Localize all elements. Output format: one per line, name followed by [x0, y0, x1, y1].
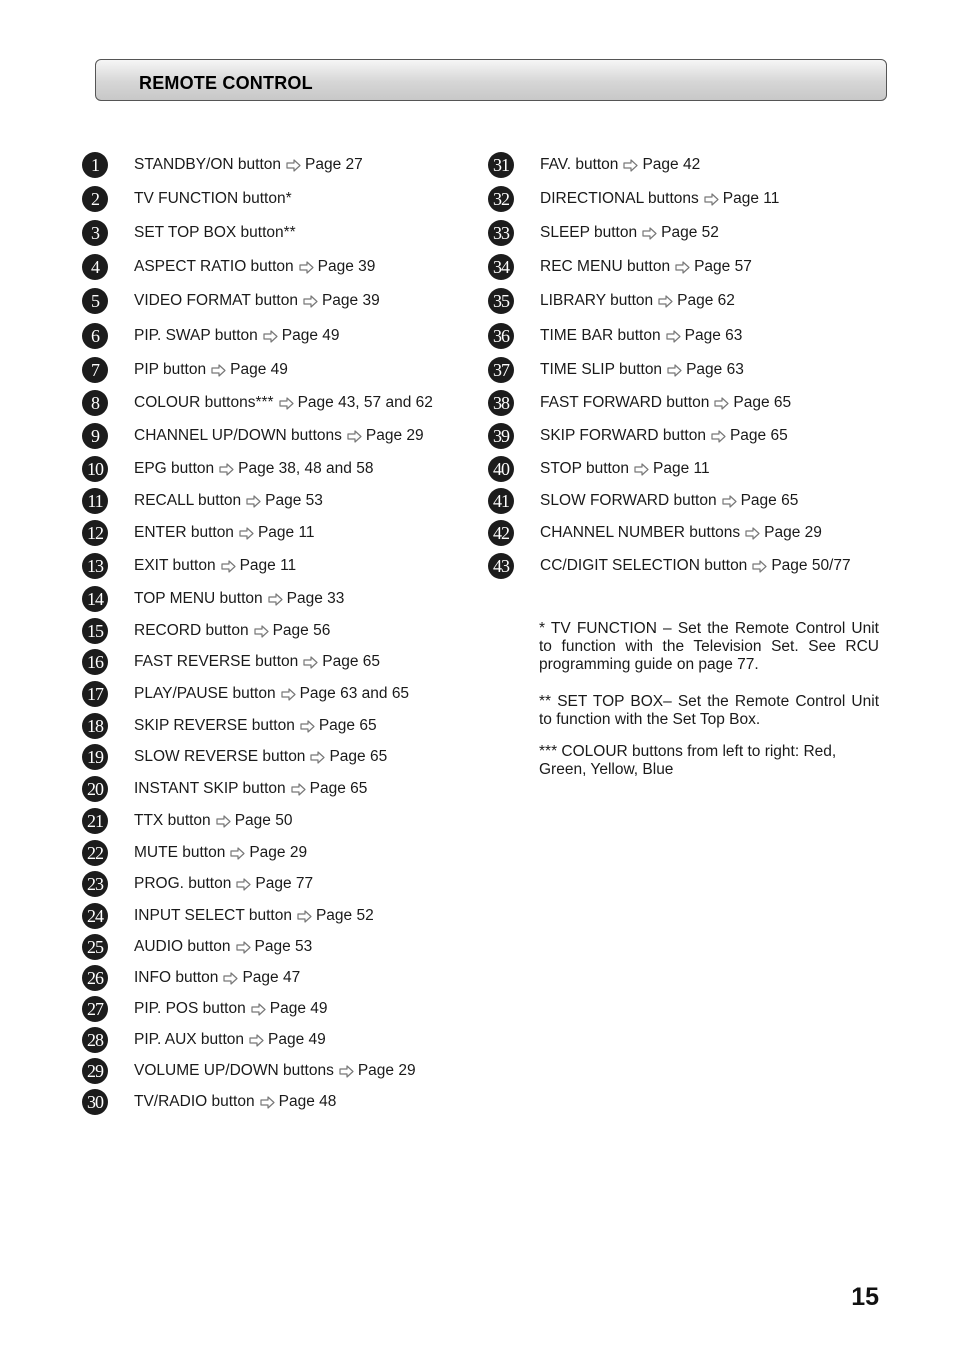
item-number-badge: 13: [82, 553, 108, 579]
arrow-right-icon: [667, 364, 682, 377]
item-name: INPUT SELECT button: [134, 907, 292, 924]
list-item: [488, 151, 700, 179]
item-label: [134, 156, 363, 174]
item-label: [134, 292, 380, 310]
item-label: [134, 1000, 327, 1018]
arrow-right-icon: [303, 295, 318, 308]
section-title: REMOTE CONTROL: [139, 73, 313, 93]
item-name: TV FUNCTION button*: [134, 190, 292, 207]
item-number-badge: 32: [488, 186, 514, 212]
list-item: [82, 487, 323, 515]
item-name: COLOUR buttons***: [134, 394, 274, 411]
item-number-badge: 20: [82, 776, 108, 802]
item-number-badge: 22: [82, 840, 108, 866]
item-page-ref: Page 77: [255, 875, 314, 892]
arrow-right-icon: [299, 261, 314, 274]
list-item: [82, 648, 380, 676]
list-item: [82, 933, 312, 961]
arrow-right-icon: [239, 527, 254, 540]
item-number-badge: 41: [488, 488, 514, 514]
item-number-badge: 36: [488, 323, 514, 349]
item-number-badge: 38: [488, 390, 514, 416]
list-item: [82, 902, 374, 930]
arrow-right-icon: [219, 463, 234, 476]
item-page-ref: Page 11: [257, 524, 315, 541]
item-name: SET TOP BOX button**: [134, 224, 296, 241]
item-page-ref: Page 49: [268, 1031, 326, 1048]
item-number-badge: 5: [82, 288, 108, 314]
arrow-right-icon: [642, 227, 657, 240]
list-item: [82, 1057, 416, 1085]
item-name: MUTE button: [134, 844, 226, 861]
arrow-right-icon: [658, 295, 673, 308]
item-name: TIME BAR button: [540, 327, 661, 344]
arrow-right-icon: [704, 193, 719, 206]
arrow-right-icon: [339, 1065, 354, 1078]
arrow-right-icon: [752, 560, 767, 573]
arrow-right-icon: [666, 330, 681, 343]
list-item: [82, 712, 377, 740]
item-number-badge: 2: [82, 186, 108, 212]
item-page-ref: Page 52: [661, 224, 719, 241]
item-label: [540, 427, 788, 445]
arrow-right-icon: [297, 910, 312, 923]
item-label: [134, 224, 296, 242]
item-number-badge: 39: [488, 423, 514, 449]
item-number-badge: 7: [82, 357, 108, 383]
item-label: [134, 717, 377, 735]
item-page-ref: Page 29: [764, 524, 822, 541]
item-label: [540, 361, 744, 379]
list-item: [82, 455, 373, 483]
item-label: [540, 224, 719, 242]
item-page-ref: Page 27: [305, 156, 363, 173]
list-item: [82, 356, 288, 384]
item-number-badge: 3: [82, 220, 108, 246]
note-set-top-box: ** SET TOP BOX– Set the Remote Control Unit to function with the Set Top Box.: [539, 693, 879, 728]
item-name: PLAY/PAUSE button: [134, 685, 276, 702]
item-name: FAV. button: [540, 156, 619, 173]
item-label: [134, 524, 315, 542]
item-label: [134, 653, 380, 671]
item-label: [134, 361, 288, 379]
item-number-badge: 6: [82, 323, 108, 349]
arrow-right-icon: [223, 972, 238, 985]
list-item: [82, 870, 313, 898]
item-page-ref: Page 29: [365, 427, 424, 444]
list-item: [82, 185, 292, 213]
list-item: [488, 185, 779, 213]
item-label: [540, 292, 735, 310]
item-page-ref: Page 65: [318, 717, 377, 734]
item-label: [134, 748, 387, 766]
item-page-ref: Page 39: [317, 258, 376, 275]
item-label: [134, 258, 375, 276]
item-page-ref: Page 53: [265, 492, 323, 509]
arrow-right-icon: [211, 364, 226, 377]
item-label: [134, 938, 312, 956]
arrow-right-icon: [634, 463, 649, 476]
arrow-right-icon: [291, 783, 306, 796]
item-name: VOLUME UP/DOWN buttons: [134, 1062, 334, 1079]
list-item: [82, 807, 292, 835]
item-page-ref: Page 52: [315, 907, 374, 924]
arrow-right-icon: [230, 847, 245, 860]
list-item: [82, 680, 409, 708]
item-name: PIP. SWAP button: [134, 327, 258, 344]
arrow-right-icon: [216, 815, 231, 828]
item-number-badge: 11: [82, 488, 108, 514]
item-number-badge: 37: [488, 357, 514, 383]
item-name: CC/DIGIT SELECTION button: [540, 557, 748, 574]
note-tv-function: * TV FUNCTION – Set the Remote Control Unit to function with the Television Set. See RCU programming guide on page 77.: [539, 620, 879, 673]
item-page-ref: Page 29: [249, 844, 308, 861]
item-label: [134, 875, 313, 893]
arrow-right-icon: [286, 159, 301, 172]
arrow-right-icon: [310, 751, 325, 764]
item-label: [134, 190, 292, 208]
list-item: [82, 995, 327, 1023]
arrow-right-icon: [623, 159, 638, 172]
item-number-badge: 35: [488, 288, 514, 314]
item-number-badge: 28: [82, 1027, 108, 1053]
item-page-ref: Page 65: [329, 748, 388, 765]
list-item: [82, 253, 375, 281]
item-name: PIP. AUX button: [134, 1031, 245, 1048]
list-item: [82, 1026, 326, 1054]
item-name: REC MENU button: [540, 258, 671, 275]
arrow-right-icon: [347, 430, 362, 443]
arrow-right-icon: [263, 330, 278, 343]
item-page-ref: Page 65: [309, 780, 368, 797]
list-item: [82, 219, 296, 247]
item-number-badge: 10: [82, 456, 108, 482]
list-item: [82, 585, 344, 613]
list-item: [488, 422, 788, 450]
list-item: [82, 617, 330, 645]
item-number-badge: 15: [82, 618, 108, 644]
item-number-badge: 19: [82, 744, 108, 770]
list-item: [82, 287, 380, 315]
list-item: [82, 1088, 336, 1116]
item-label: [540, 156, 700, 174]
item-number-badge: 25: [82, 934, 108, 960]
item-page-ref: Page 49: [269, 1000, 328, 1017]
list-item: [82, 151, 363, 179]
item-page-ref: Page 65: [322, 653, 381, 670]
item-page-ref: Page 38, 48 and 58: [238, 460, 374, 477]
item-number-badge: 42: [488, 520, 514, 546]
arrow-right-icon: [279, 397, 294, 410]
item-name: STANDBY/ON button: [134, 156, 282, 173]
item-page-ref: Page 53: [254, 938, 313, 955]
list-item: [488, 519, 822, 547]
item-number-badge: 12: [82, 520, 108, 546]
item-name: TTX button: [134, 812, 211, 829]
item-number-badge: 8: [82, 390, 108, 416]
item-name: CHANNEL UP/DOWN buttons: [134, 427, 342, 444]
item-name: LIBRARY button: [540, 292, 654, 309]
item-name: TV/RADIO button: [134, 1093, 255, 1110]
list-item: [488, 253, 752, 281]
item-page-ref: Page 33: [286, 590, 345, 607]
item-name: FAST REVERSE button: [134, 653, 299, 670]
item-number-badge: 29: [82, 1058, 108, 1084]
item-page-ref: Page 65: [740, 492, 799, 509]
item-number-badge: 31: [488, 152, 514, 178]
item-label: [540, 394, 791, 412]
item-label: [540, 524, 822, 542]
item-number-badge: 40: [488, 456, 514, 482]
item-number-badge: 9: [82, 423, 108, 449]
item-name: PROG. button: [134, 875, 232, 892]
item-label: [134, 1031, 326, 1049]
item-page-ref: Page 63: [684, 327, 743, 344]
list-item: [82, 964, 300, 992]
arrow-right-icon: [714, 397, 729, 410]
item-name: DIRECTIONAL buttons: [540, 190, 699, 207]
arrow-right-icon: [254, 625, 269, 638]
item-number-badge: 14: [82, 586, 108, 612]
item-label: [540, 492, 798, 510]
list-item: [82, 389, 433, 417]
item-number-badge: 23: [82, 871, 108, 897]
item-page-ref: Page 63: [686, 361, 744, 378]
item-page-ref: Page 65: [733, 394, 792, 411]
item-label: [134, 780, 367, 798]
item-name: SKIP FORWARD button: [540, 427, 706, 444]
item-name: PIP. POS button: [134, 1000, 246, 1017]
item-page-ref: Page 11: [239, 557, 297, 574]
note-colour-buttons: *** COLOUR buttons from left to right: Red, Green, Yellow, Blue: [539, 743, 837, 778]
item-name: RECALL button: [134, 492, 242, 509]
item-label: [134, 327, 340, 345]
item-page-ref: Page 29: [357, 1062, 416, 1079]
arrow-right-icon: [249, 1034, 264, 1047]
item-name: RECORD button: [134, 622, 249, 639]
item-page-ref: Page 57: [694, 258, 752, 275]
item-number-badge: 4: [82, 254, 108, 280]
item-name: VIDEO FORMAT button: [134, 292, 298, 309]
item-label: [540, 460, 710, 478]
list-item: [488, 287, 735, 315]
item-name: SLEEP button: [540, 224, 638, 241]
item-page-ref: Page 48: [278, 1093, 337, 1110]
arrow-right-icon: [221, 560, 236, 573]
arrow-right-icon: [236, 941, 251, 954]
list-item: [82, 519, 315, 547]
item-page-ref: Page 11: [722, 190, 780, 207]
arrow-right-icon: [246, 495, 261, 508]
section-header: [95, 59, 887, 101]
list-item: [488, 487, 798, 515]
item-number-badge: 33: [488, 220, 514, 246]
item-label: [134, 492, 323, 510]
item-label: [134, 460, 373, 478]
list-item: [488, 552, 851, 580]
item-label: [134, 394, 433, 412]
item-number-badge: 21: [82, 808, 108, 834]
item-label: [134, 1062, 416, 1080]
item-page-ref: Page 47: [242, 969, 301, 986]
item-page-ref: Page 49: [230, 361, 288, 378]
arrow-right-icon: [303, 656, 318, 669]
item-page-ref: Page 11: [653, 460, 710, 477]
item-name: TOP MENU button: [134, 590, 263, 607]
arrow-right-icon: [281, 688, 296, 701]
item-number-badge: 43: [488, 553, 514, 579]
list-item: [488, 389, 791, 417]
item-label: [134, 557, 296, 575]
item-number-badge: 24: [82, 903, 108, 929]
arrow-right-icon: [268, 593, 283, 606]
item-name: INSTANT SKIP button: [134, 780, 286, 797]
item-label: [134, 907, 374, 925]
item-number-badge: 16: [82, 649, 108, 675]
item-name: STOP button: [540, 460, 630, 477]
item-number-badge: 1: [82, 152, 108, 178]
item-page-ref: Page 63 and 65: [299, 685, 410, 702]
arrow-right-icon: [251, 1003, 266, 1016]
item-page-ref: Page 49: [281, 327, 340, 344]
item-name: INFO button: [134, 969, 219, 986]
list-item: [488, 455, 710, 483]
list-item: [82, 422, 424, 450]
item-label: [540, 258, 752, 276]
item-label: [134, 969, 300, 987]
item-label: [540, 190, 779, 208]
item-label: [134, 427, 424, 445]
list-item: [82, 775, 367, 803]
item-page-ref: Page 65: [729, 427, 788, 444]
list-item: [82, 322, 340, 350]
item-name: PIP button: [134, 361, 207, 378]
list-item: [82, 839, 307, 867]
arrow-right-icon: [745, 527, 760, 540]
item-page-ref: Page 62: [677, 292, 735, 309]
item-name: SKIP REVERSE button: [134, 717, 295, 734]
item-name: EPG button: [134, 460, 215, 477]
item-name: ENTER button: [134, 524, 234, 541]
list-item: [488, 219, 719, 247]
item-label: [134, 812, 292, 830]
item-label: [134, 1093, 336, 1111]
item-name: SLOW FORWARD button: [540, 492, 717, 509]
arrow-right-icon: [711, 430, 726, 443]
list-item: [82, 743, 387, 771]
item-name: AUDIO button: [134, 938, 231, 955]
item-name: FAST FORWARD button: [540, 394, 710, 411]
item-number-badge: 18: [82, 713, 108, 739]
arrow-right-icon: [675, 261, 690, 274]
item-name: TIME SLIP button: [540, 361, 663, 378]
page-number: 15: [851, 1283, 879, 1311]
item-number-badge: 26: [82, 965, 108, 991]
item-page-ref: Page 56: [272, 622, 331, 639]
arrow-right-icon: [260, 1096, 275, 1109]
item-label: [134, 685, 409, 703]
item-label: [540, 327, 742, 345]
item-page-ref: Page 50/77: [771, 557, 851, 574]
item-page-ref: Page 42: [642, 156, 701, 173]
item-name: ASPECT RATIO button: [134, 258, 294, 275]
arrow-right-icon: [236, 878, 251, 891]
item-name: CHANNEL NUMBER buttons: [540, 524, 741, 541]
item-label: [134, 590, 344, 608]
list-item: [488, 322, 742, 350]
arrow-right-icon: [300, 720, 315, 733]
item-number-badge: 27: [82, 996, 108, 1022]
item-label: [540, 557, 851, 575]
list-item: [82, 552, 296, 580]
arrow-right-icon: [722, 495, 737, 508]
item-number-badge: 34: [488, 254, 514, 280]
list-item: [488, 356, 744, 384]
item-name: SLOW REVERSE button: [134, 748, 306, 765]
item-page-ref: Page 39: [321, 292, 380, 309]
item-label: [134, 844, 307, 862]
item-label: [134, 622, 330, 640]
item-number-badge: 30: [82, 1089, 108, 1115]
item-page-ref: Page 43, 57 and 62: [297, 394, 433, 411]
item-name: EXIT button: [134, 557, 216, 574]
item-number-badge: 17: [82, 681, 108, 707]
item-page-ref: Page 50: [234, 812, 293, 829]
